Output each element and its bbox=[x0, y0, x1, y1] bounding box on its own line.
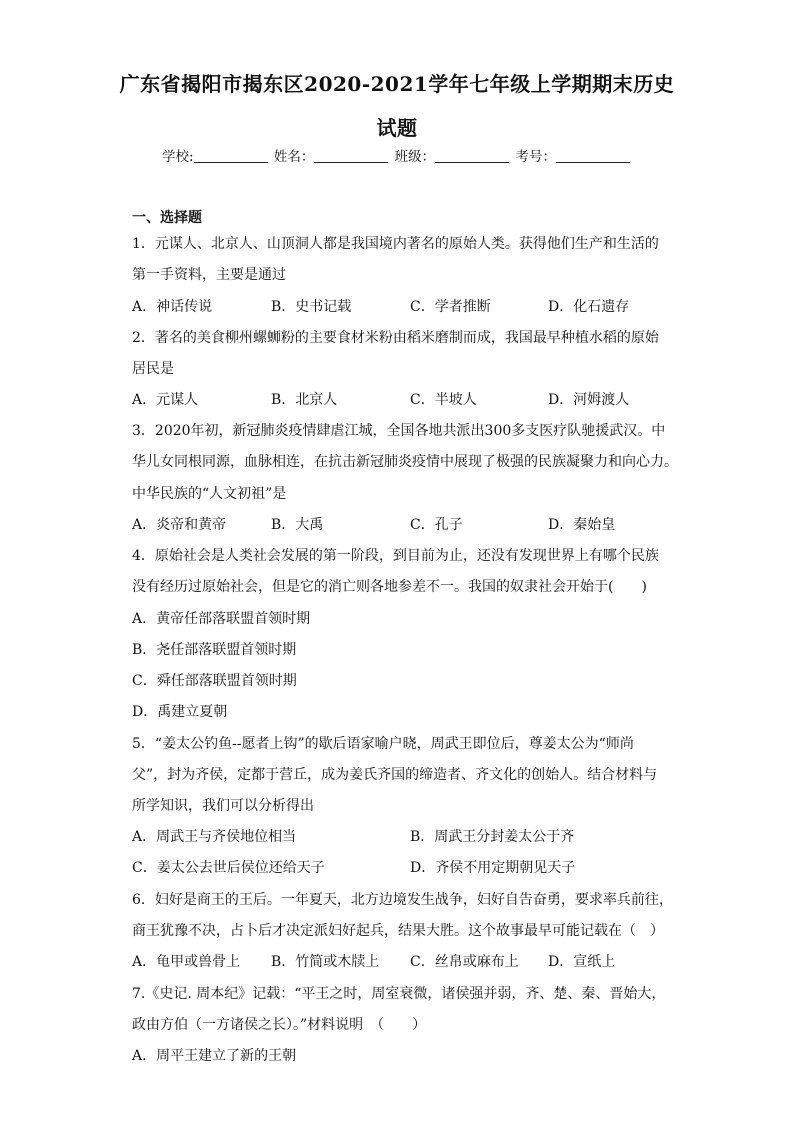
name-label: 姓名： bbox=[273, 149, 315, 165]
question-7-option-a: A．周平王建立了新的王朝 bbox=[132, 1048, 297, 1064]
question-4-option-b: B．尧任部落联盟首领时期 bbox=[132, 642, 297, 658]
question-4-option-d: D．禹建立夏朝 bbox=[132, 704, 228, 720]
exam-title-line2: 试题 bbox=[376, 116, 418, 140]
question-5-option-b: B．周武王分封姜太公于齐 bbox=[410, 829, 575, 845]
student-info-row bbox=[0, 145, 794, 165]
question-2-option-a: A．元谋人 bbox=[132, 392, 199, 408]
question-4-line-1: 4．原始社会是人类社会发展的第一阶段，到目前为止，还没有发现世界上有哪个民族 bbox=[132, 548, 659, 564]
question-1-option-d: D．化石遗存 bbox=[548, 299, 630, 315]
question-2-line-1: 2．著名的美食柳州螺蛳粉的主要食材米粉由稻米磨制而成，我国最早种植水稻的原始 bbox=[132, 330, 659, 346]
question-5-option-c: C．姜太公去世后侯位还给天子 bbox=[132, 860, 325, 876]
question-2-option-d: D．河姆渡人 bbox=[548, 392, 630, 408]
section-title: 一、选择题 bbox=[132, 210, 202, 226]
question-1-option-c: C．学者推断 bbox=[410, 299, 491, 315]
question-2-option-b: B．北京人 bbox=[271, 392, 338, 408]
exam-number-blank[interactable] bbox=[556, 148, 630, 163]
question-2-line-2: 居民是 bbox=[132, 361, 174, 377]
question-3-option-b: B．大禹 bbox=[271, 517, 324, 533]
question-3-line-3: 中华民族的“人文初祖”是 bbox=[132, 486, 287, 502]
school-label: 学校: bbox=[162, 149, 194, 165]
question-4-option-a: A．黄帝任部落联盟首领时期 bbox=[132, 611, 311, 627]
question-4-option-c: C．舜任部落联盟首领时期 bbox=[132, 673, 297, 689]
question-4-line-2: 没有经历过原始社会，但是它的消亡则各地参差不一。我国的奴隶社会开始于( ) bbox=[132, 579, 647, 595]
question-3-option-c: C．孔子 bbox=[410, 517, 463, 533]
question-6-line-2: 商王犹豫不决，占卜后才决定派妇好起兵，结果大胜。这个故事最早可能记载在（ ） bbox=[132, 923, 664, 939]
exam-title-line1: 广东省揭阳市揭东区2020-2021学年七年级上学期期末历史 bbox=[119, 72, 675, 96]
name-blank[interactable] bbox=[314, 148, 388, 163]
question-6-option-a: A．龟甲或兽骨上 bbox=[132, 954, 241, 970]
question-1-option-b: B．史书记载 bbox=[271, 299, 352, 315]
question-1-option-a: A．神话传说 bbox=[132, 299, 213, 315]
question-5-line-1: 5．“姜太公钓鱼--愿者上钩”的歇后语家喻户晓，周武王即位后，尊姜太公为“师尚 bbox=[132, 736, 634, 752]
question-5-line-2: 父”，封为齐侯，定都于营丘，成为姜氏齐国的缔造者、齐文化的创始人。结合材料与 bbox=[132, 767, 658, 783]
question-5-option-a: A．周武王与齐侯地位相当 bbox=[132, 829, 297, 845]
question-1-line-2: 第一手资料，主要是通过 bbox=[132, 267, 286, 283]
question-7-line-1: 7.《史记. 周本纪》记载：“平王之时，周室衰微，诸侯强并弱，齐、楚、秦、晋始大， bbox=[132, 986, 666, 1002]
question-3-option-d: D．秦始皇 bbox=[548, 517, 616, 533]
question-5-line-3: 所学知识，我们可以分析得出 bbox=[132, 798, 314, 814]
question-7-line-2: 政由方伯（一方诸侯之长）。”材料说明 （ ） bbox=[132, 1017, 427, 1033]
exam-number-label: 考号： bbox=[515, 149, 556, 165]
class-label: 班级： bbox=[394, 149, 436, 165]
question-6-option-c: C．丝帛或麻布上 bbox=[410, 954, 519, 970]
question-6-option-b: B．竹简或木牍上 bbox=[271, 954, 380, 970]
question-6-line-1: 6．妇好是商王的王后。一年夏天，北方边境发生战争，妇好自告奋勇，要求率兵前往， bbox=[132, 892, 673, 908]
question-3-line-2: 华儿女同根同源，血脉相连，在抗击新冠肺炎疫情中展现了极强的民族凝聚力和向心力。 bbox=[132, 454, 678, 470]
question-6-option-d: D．宣纸上 bbox=[548, 954, 616, 970]
question-3-line-1: 3．2020年初，新冠肺炎疫情肆虐江城，全国各地共派出300多支医疗队驰援武汉。中 bbox=[132, 423, 666, 439]
school-blank[interactable] bbox=[194, 148, 268, 163]
question-2-option-c: C．半坡人 bbox=[410, 392, 477, 408]
question-3-option-a: A．炎帝和黄帝 bbox=[132, 517, 227, 533]
question-1-line-1: 1．元谋人、北京人、山顶洞人都是我国境内著名的原始人类。获得他们生产和生活的 bbox=[132, 236, 659, 252]
class-blank[interactable] bbox=[435, 148, 509, 163]
question-5-option-d: D．齐侯不用定期朝见天子 bbox=[410, 860, 576, 876]
